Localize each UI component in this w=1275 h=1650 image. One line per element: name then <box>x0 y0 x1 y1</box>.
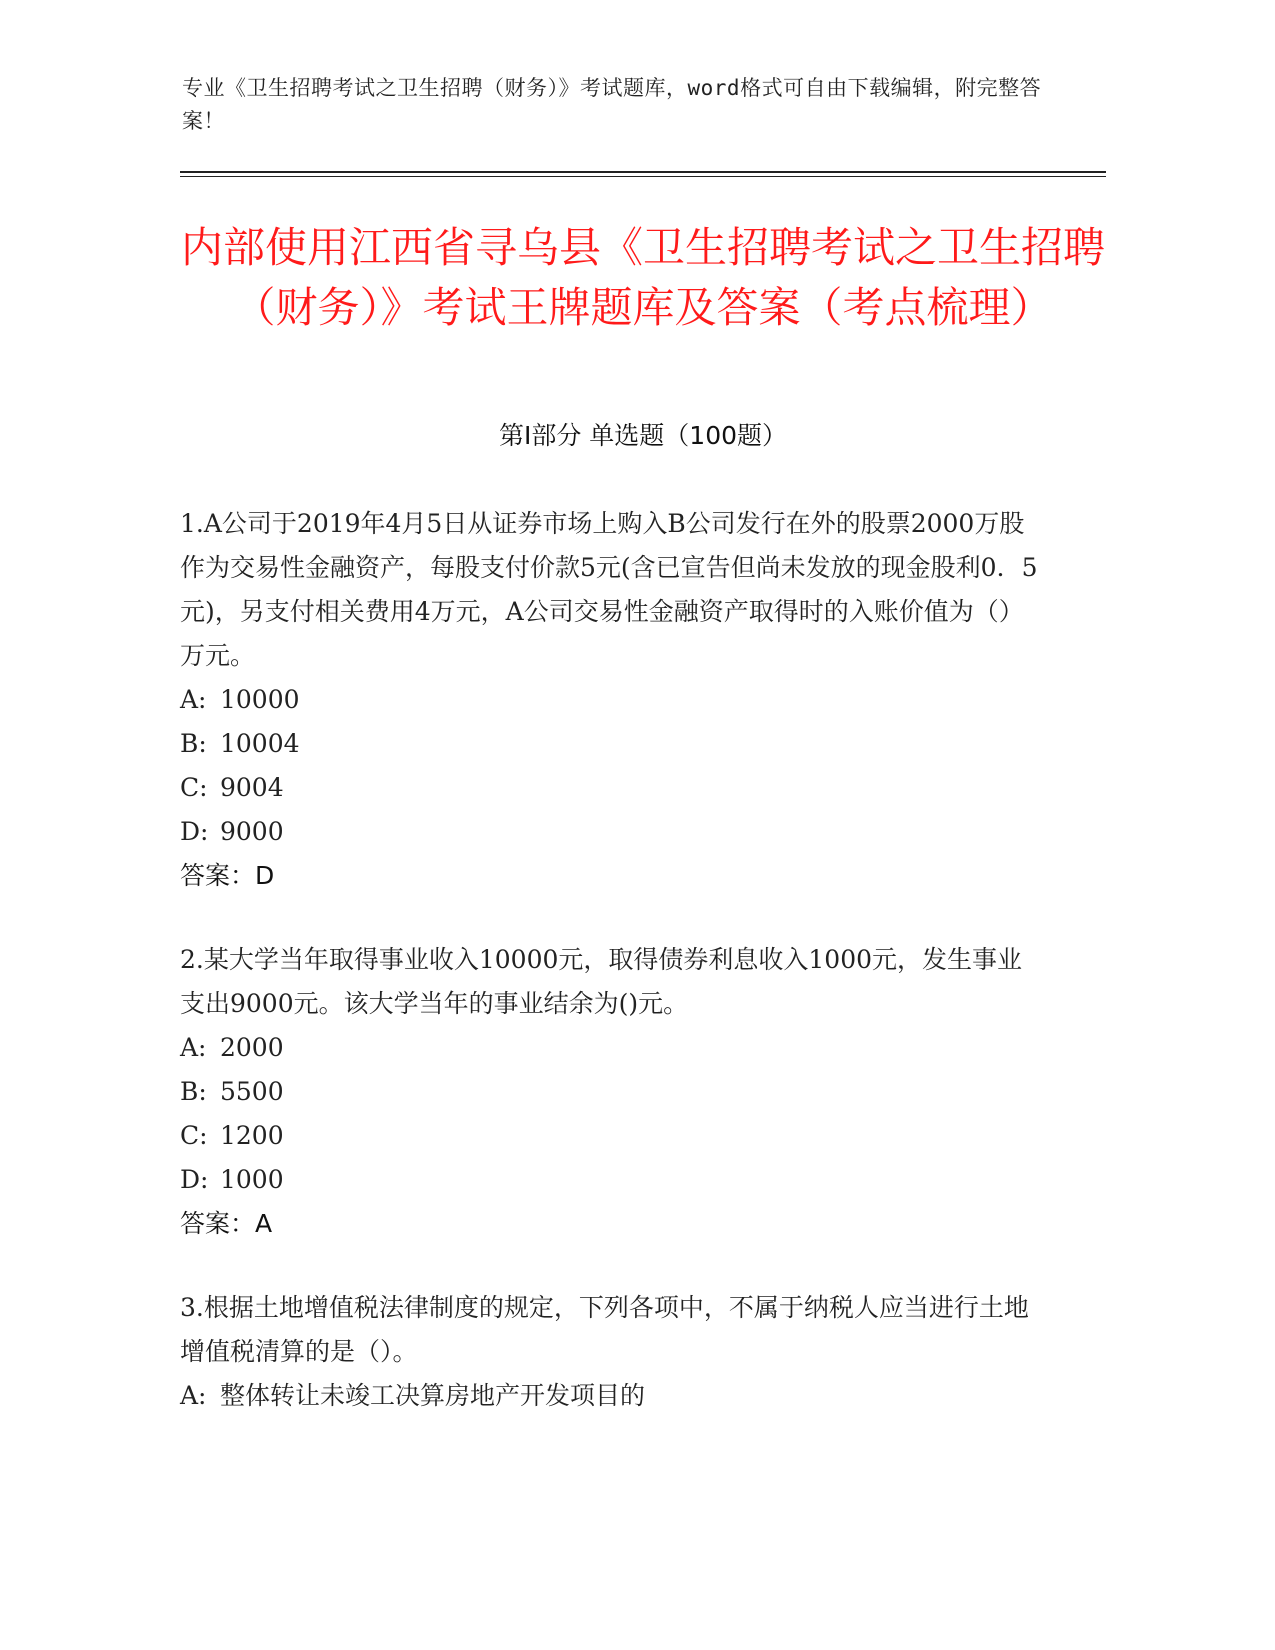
option-d <box>180 1158 1040 1202</box>
option-value: 10004 <box>220 729 300 758</box>
option-letter: B: <box>180 729 207 758</box>
option-letter: D: <box>180 817 209 846</box>
option-b <box>180 722 1040 766</box>
question-text: 3.根据土地增值税法律制度的规定，下列各项中，不属于纳税人应当进行土地增值税清算的是（）。 <box>180 1293 1029 1366</box>
option-letter: B: <box>180 1077 207 1106</box>
question-text: 1.A公司于2019年4月5日从证券市场上购入B公司发行在外的股票2000万股作为交易性金融资产，每股支付价款5元(含已宣告但尚未发放的现金股利0．5元)，另支付相关费用4万元，A公司交易性金融资产取得时的入账价值为（）万元。 <box>180 509 1038 670</box>
option-c <box>180 766 1040 810</box>
option-value: 9000 <box>220 817 284 846</box>
option-d <box>180 810 1040 854</box>
option-a <box>180 1374 1040 1418</box>
option-value: 2000 <box>220 1033 284 1062</box>
question-text: 2.某大学当年取得事业收入10000元，取得债券利息收入1000元，发生事业支出9000元。该大学当年的事业结余为()元。 <box>180 945 1023 1018</box>
option-letter: C: <box>180 1121 208 1150</box>
option-a <box>180 1026 1040 1070</box>
option-letter: D: <box>180 1165 209 1194</box>
option-a <box>180 678 1040 722</box>
document-title: 内部使用江西省寻乌县《卫生招聘考试之卫生招聘（财务）》考试王牌题库及答案（考点梳理） <box>180 223 1105 332</box>
option-letter: A: <box>180 685 207 714</box>
option-letter: A: <box>180 1033 207 1062</box>
option-value: 9004 <box>220 773 284 802</box>
option-c <box>180 1114 1040 1158</box>
section-title: 第I部分 单选题（100题） <box>498 421 788 450</box>
header-rule-thick <box>180 171 1106 173</box>
answer: 答案：A <box>180 1209 273 1238</box>
option-b <box>180 1070 1040 1114</box>
question-3 <box>180 1286 1040 1418</box>
option-value: 10000 <box>220 685 300 714</box>
option-value: 5500 <box>220 1077 284 1106</box>
question-2 <box>180 938 1040 1246</box>
header-note: 专业《卫生招聘考试之卫生招聘（财务）》考试题库，word格式可自由下载编辑，附完整答案！ <box>182 76 1042 133</box>
question-1 <box>180 502 1040 898</box>
option-value: 整体转让未竣工决算房地产开发项目的 <box>220 1381 646 1410</box>
answer: 答案：D <box>180 861 275 890</box>
option-value: 1200 <box>220 1121 284 1150</box>
option-letter: A: <box>180 1381 207 1410</box>
option-letter: C: <box>180 773 208 802</box>
option-value: 1000 <box>220 1165 284 1194</box>
header-rule-thin <box>180 176 1106 177</box>
